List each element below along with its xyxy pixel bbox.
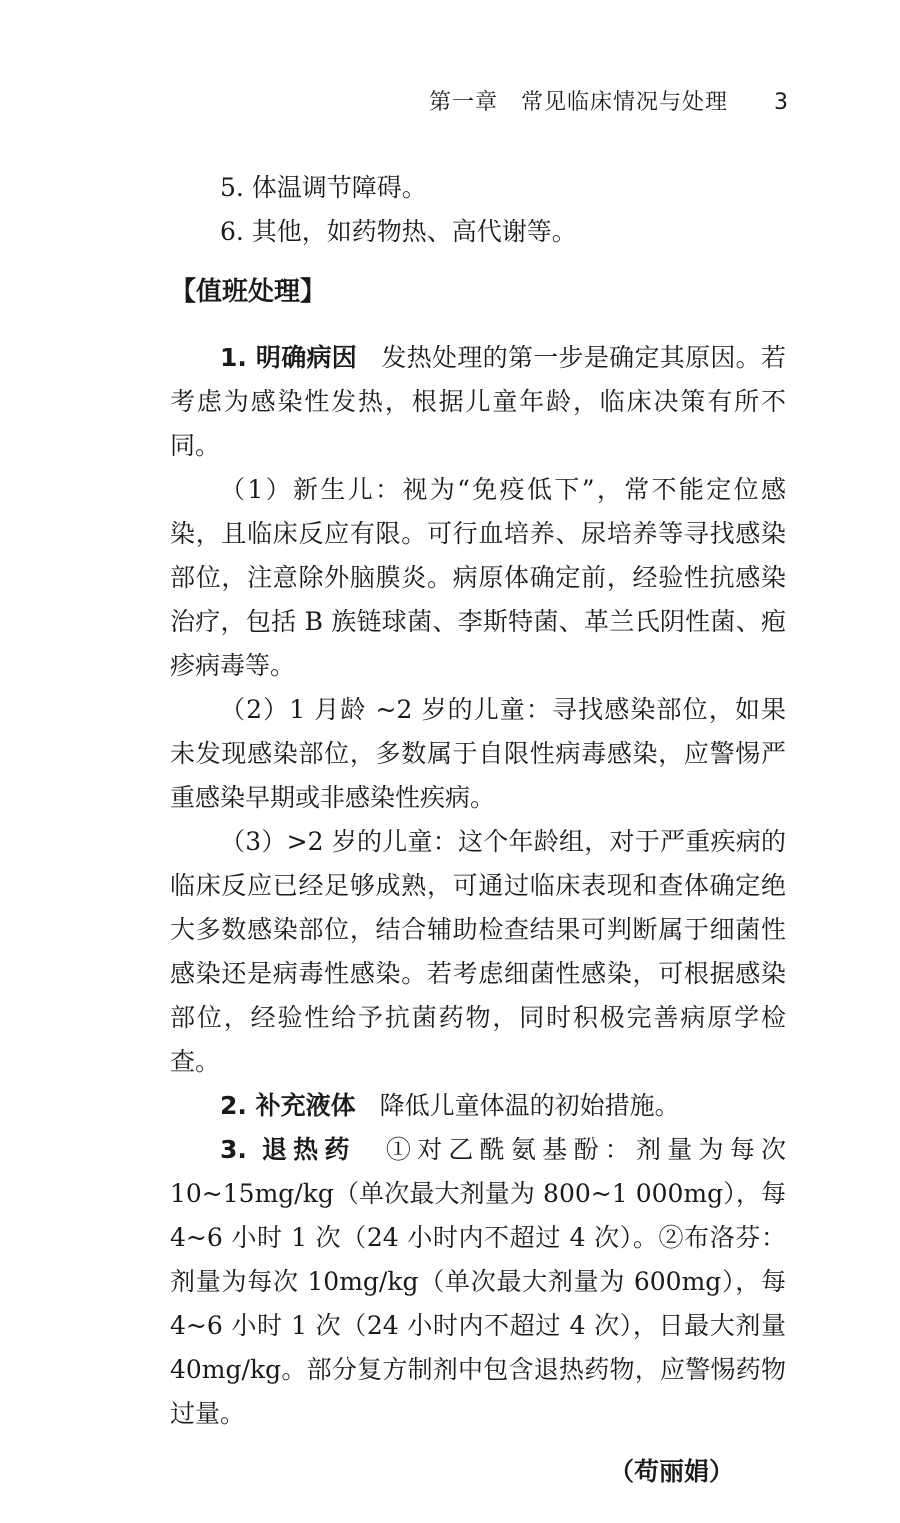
step-1-text: 发热处理的第一步是确定其原因。若考虑为感染性发热，根据儿童年龄，临床决策有所不同。 bbox=[170, 343, 786, 460]
subitem-newborn: （1）新生儿：视为“免疫低下”，常不能定位感染，且临床反应有限。可行血培养、尿培养等寻找感染部位，注意除外脑膜炎。病原体确定前，经验性抗感染治疗，包括 B 族链球菌、李斯特菌、革兰氏阴性菌、疱疹病毒等。 bbox=[170, 475, 786, 680]
step-3-text: ①对乙酰氨基酚：剂量为每次 10~15mg/kg（单次最大剂量为 800~1 000mg），每 4~6 小时 1 次（24 小时内不超过 4 次）。②布洛芬：剂量为每次 10mg/kg（单次最大剂量为 600mg），每 4~6 小时 1 次（24 小时内不超过 4 次），日最大剂量 40mg/kg。部分复方制剂中包含退热药物，应警惕药物过量。 bbox=[170, 1135, 786, 1428]
step-1-title: 1. 明确病因 bbox=[220, 343, 358, 372]
cause-item-5: 5. 体温调节障碍。 bbox=[220, 173, 427, 202]
step-2-title: 2. 补充液体 bbox=[220, 1091, 356, 1120]
step-2-paragraph bbox=[170, 1084, 786, 1128]
step-3-paragraph bbox=[170, 1128, 786, 1436]
running-header bbox=[0, 86, 900, 120]
page-number: 3 bbox=[774, 90, 788, 115]
cause-item-6: 6. 其他，如药物热、高代谢等。 bbox=[220, 217, 577, 246]
author-signature: （苟丽娟） bbox=[608, 1457, 734, 1486]
step-2-text: 降低儿童体温的初始措施。 bbox=[379, 1091, 680, 1120]
step-1-paragraph bbox=[170, 336, 786, 468]
chapter-title: 第一章 常见临床情况与处理 bbox=[428, 90, 728, 115]
subitem-child: （3）>2 岁的儿童：这个年龄组，对于严重疾病的临床反应已经足够成熟，可通过临床表现和查体确定绝大多数感染部位，结合辅助检查结果可判断属于细菌性感染还是病毒性感染。若考虑细菌性感染，可根据感染部位，经验性给予抗菌药物，同时积极完善病原学检查。 bbox=[170, 827, 786, 1076]
subitem-infant: （2）1 月龄 ~2 岁的儿童：寻找感染部位，如果未发现感染部位，多数属于自限性病毒感染，应警惕严重感染早期或非感染性疾病。 bbox=[170, 695, 786, 812]
step-3-title: 3. 退热药 bbox=[220, 1135, 356, 1164]
section-heading: 【值班处理】 bbox=[170, 277, 327, 307]
page-body bbox=[170, 166, 786, 1494]
